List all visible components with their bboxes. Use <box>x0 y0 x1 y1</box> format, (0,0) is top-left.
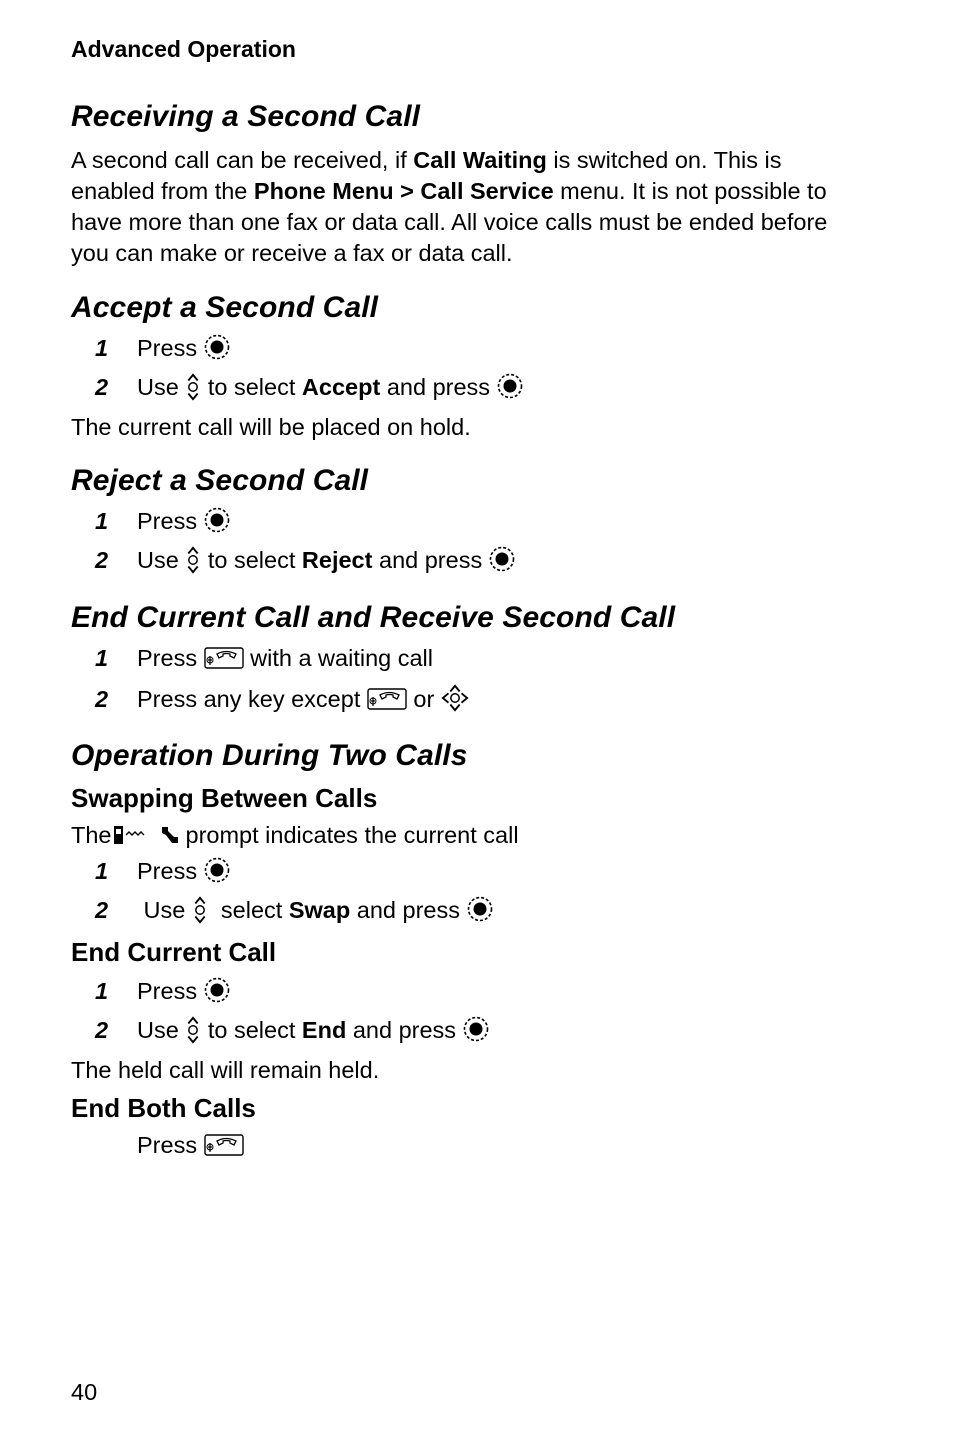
select-key-icon <box>497 373 523 399</box>
section-title-two-calls: Operation During Two Calls <box>71 739 468 772</box>
end-current-step-1: 1 Press <box>95 977 230 1005</box>
running-header: Advanced Operation <box>71 36 296 62</box>
page-number: 40 <box>71 1379 98 1405</box>
swapping-step-2: 2 Use select Swap and press <box>95 896 493 924</box>
select-key-icon <box>204 977 230 1003</box>
accept-note: The current call will be placed on hold. <box>71 414 471 440</box>
subsection-title-swapping: Swapping Between Calls <box>71 783 378 813</box>
scroll-up-down-icon <box>192 896 208 924</box>
scroll-up-down-icon <box>185 373 201 401</box>
end-receive-step-2: 2 Press any key except or <box>95 684 469 713</box>
swapping-prompt-line: The prompt indicates the current call <box>71 822 519 848</box>
receiving-paragraph: A second call can be received, if Call Waiting is switched on. This is enabled from the Phone Menu > Call Service menu. It is not possible to have more than one fax or data call. All voice calls must be ended before you can make or receive a fax or data call. <box>71 147 828 266</box>
section-title-receiving: Receiving a Second Call <box>71 100 421 133</box>
end-call-key-icon <box>367 687 407 711</box>
subsection-title-end-both: End Both Calls <box>71 1093 256 1123</box>
accept-step-2: 2 Use to select Accept and press <box>95 373 523 401</box>
end-current-step-2: 2 Use to select End and press <box>95 1016 489 1044</box>
scroll-up-down-icon <box>185 1016 201 1044</box>
end-both-step: Press <box>137 1132 244 1159</box>
select-key-icon <box>463 1016 489 1042</box>
accept-step-1: 1 Press <box>95 334 230 362</box>
end-call-key-icon <box>204 1133 244 1157</box>
section-title-reject: Reject a Second Call <box>71 464 369 497</box>
select-key-icon <box>204 857 230 883</box>
current-call-prompt-icon <box>112 823 186 847</box>
swapping-step-1: 1 Press <box>95 857 230 885</box>
end-call-key-icon <box>204 646 244 670</box>
four-way-nav-icon <box>441 684 469 712</box>
select-key-icon <box>204 334 230 360</box>
reject-step-2: 2 Use to select Reject and press <box>95 546 515 574</box>
select-key-icon <box>467 896 493 922</box>
scroll-up-down-icon <box>185 546 201 574</box>
reject-step-1: 1 Press <box>95 507 230 535</box>
section-title-end-receive: End Current Call and Receive Second Call <box>71 601 676 634</box>
end-current-note: The held call will remain held. <box>71 1057 380 1083</box>
end-receive-step-1: 1 Press with a waiting call <box>95 645 433 671</box>
section-title-accept: Accept a Second Call <box>71 291 379 324</box>
subsection-title-end-current: End Current Call <box>71 937 277 967</box>
select-key-icon <box>489 546 515 572</box>
select-key-icon <box>204 507 230 533</box>
